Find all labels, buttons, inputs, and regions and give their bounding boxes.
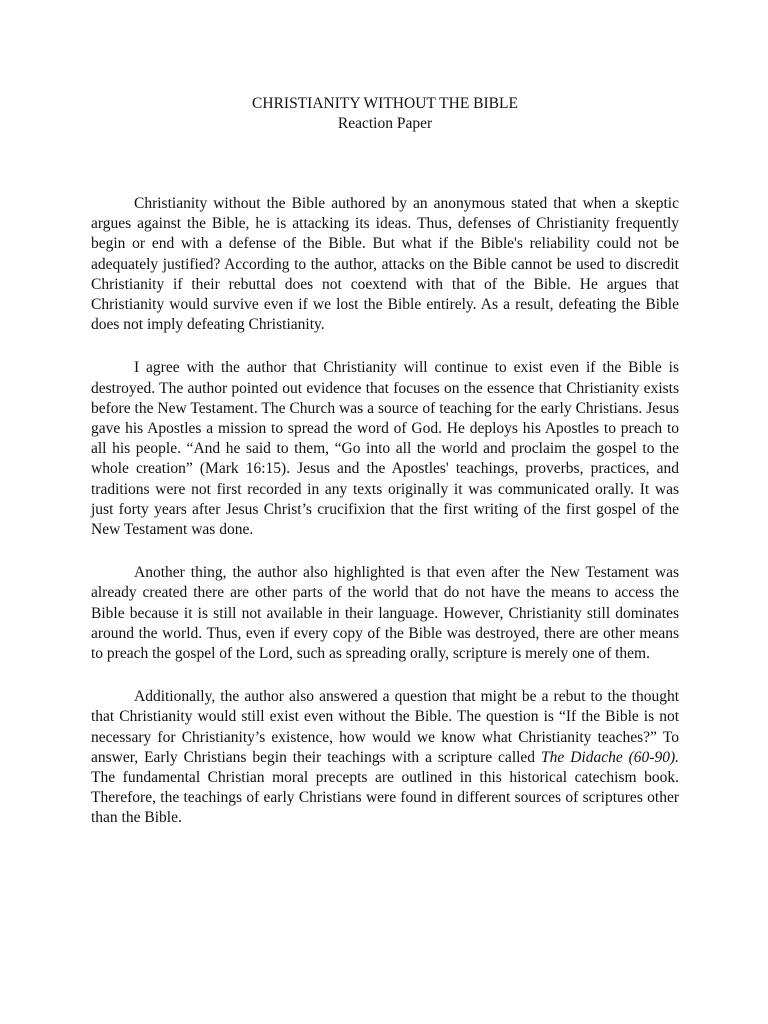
document-body bbox=[91, 194, 679, 829]
paragraph-3: Another thing, the author also highlighted is that even after the New Testament was already created there are other parts of the world that do not have the means to access the Bible because it is still not available in their language. However, Christianity still dominates around the world. Thus, even if every copy of the Bible was destroyed, there are other means to preach the gospel of the Lord, such as spreading orally, scripture is merely one of them. bbox=[91, 564, 679, 663]
paragraph-4-text-after: The fundamental Christian moral precepts are outlined in this historical catechism book. Therefore, the teachings of early Christians were found in different sources of scriptures other than the Bible. bbox=[91, 769, 679, 827]
didache-title: The Didache (60-90). bbox=[541, 748, 679, 766]
document-title: CHRISTIANITY WITHOUT THE BIBLE bbox=[252, 95, 518, 112]
paragraph-2: I agree with the author that Christianity will continue to exist even if the Bible is destroyed. The author pointed out evidence that focuses on the essence that Christianity exists before the New Testament. The Church was a source of teaching for the early Christians. Jesus gave his Apostles a mission to spread the word of God. He deploys his Apostles to preach to all his people. “And he said to them, “Go into all the world and proclaim the gospel to the whole creation” (Mark 16:15). Jesus and the Apostles' teachings, proverbs, practices, and traditions were not first recorded in any texts originally it was communicated orally. It was just forty years after Jesus Christ’s crucifixion that the first writing of the first gospel of the New Testament was done. bbox=[91, 359, 679, 539]
document-subtitle: Reaction Paper bbox=[337, 115, 433, 132]
paragraph-1: Christianity without the Bible authored by an anonymous stated that when a skeptic argues against the Bible, he is attacking its ideas. Thus, defenses of Christianity frequently begin or end with a defense of the Bible. But what if the Bible's reliability could not be adequately justified? According to the author, attacks on the Bible cannot be used to discredit Christianity if their rebuttal does not coextend with that of the Bible. He argues that Christianity would survive even if we lost the Bible entirely. As a result, defeating the Bible does not imply defeating Christianity. bbox=[91, 195, 679, 334]
title-block bbox=[91, 94, 679, 134]
document-page bbox=[91, 94, 679, 852]
paragraph-4 bbox=[91, 687, 679, 828]
paragraph-4-text-before: Additionally, the author also answered a question that might be a rebut to the thought that Christianity would still exist even without the Bible. The question is “If the Bible is not necessary for Christianity’s existence, how would we know what Christianity teaches?” To answer, Early Christians begin their teachings with a scripture called bbox=[91, 688, 679, 766]
